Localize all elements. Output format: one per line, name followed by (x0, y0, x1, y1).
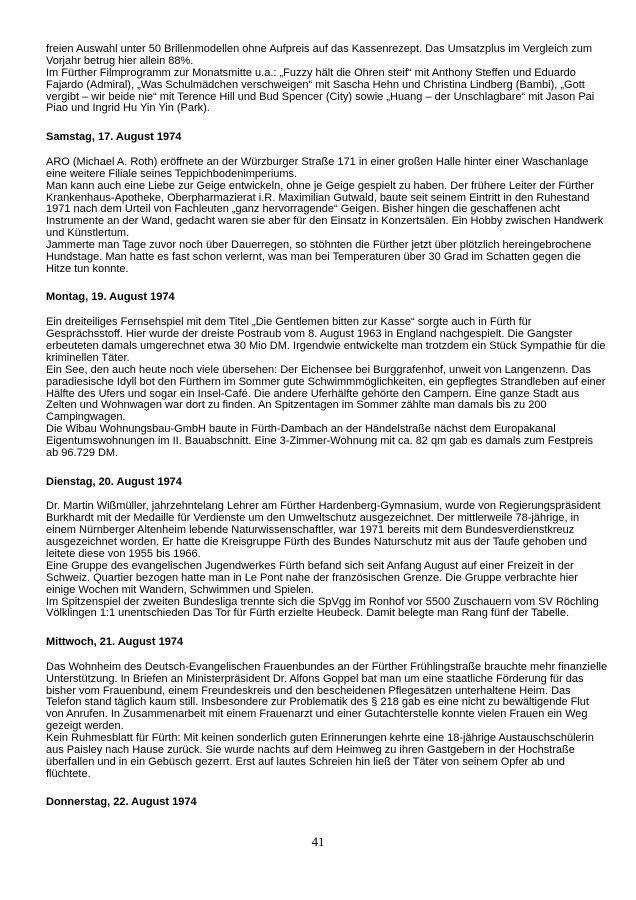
text-line: und Künstlertum. (46, 227, 130, 240)
text-line: Vorjahr betrug hier allein 88%. (46, 54, 194, 67)
date-heading: Samstag, 17. August 1974 (46, 130, 182, 143)
text-line: einige Wochen mit Wandern, Schwimmen und Spielen. (46, 583, 314, 596)
text-line: Kein Ruhmesblatt für Fürth: Mit keinen sonderlich guten Erinnerungen kehrte eine 18-jährige Austauschschülerin (46, 732, 594, 745)
date-heading: Montag, 19. August 1974 (46, 291, 175, 304)
date-heading: Dienstag, 20. August 1974 (46, 475, 182, 488)
text-line: Burkhardt mit der Medaille für Verdienste um den Umweltschutz ausgezeichnet. Der mittlerweile 78-jährige, in (46, 512, 580, 525)
text-line: Im Fürther Filmprogramm zur Monatsmitte u.a.: „Fuzzy hält die Ohren steif“ mit Anthony Steffen und Eduardo (46, 66, 576, 79)
date-heading: Mittwoch, 21. August 1974 (46, 635, 184, 648)
text-line: Das Wohnheim des Deutsch-Evangelischen Frauenbundes an der Fürther Frühlingstraße brauchte mehr finanzielle (46, 660, 608, 673)
text-line: einem Nürnberger Altenheim lebende Naturwissenschaftler, war 1971 bereits mit dem Bundesverdienstkreuz (46, 524, 575, 537)
text-line: Dr. Martin Wißmüller, jahrzehntelang Lehrer am Fürther Hardenberg-Gymnasium, wurde von Regierungspräsident (46, 500, 601, 513)
section (46, 132, 606, 276)
text-line: ausgezeichnet worden. Er hatte die Kreisgruppe Fürth des Bundes Naturschutz mit aus der Taufe gehoben und (46, 536, 587, 549)
text-line: Völklingen 1:1 unentschieden Das Tor für Fürth erzielte Heubeck. Damit belegte man Rang fünf der Tabelle. (46, 607, 570, 620)
text-line: Jammerte man Tage zuvor noch über Dauerregen, so stöhnten die Fürther jetzt über plötzlich hereingebrochene (46, 239, 592, 252)
text-line: Campingwagen. (46, 411, 126, 424)
text-line: vergibt – wir beide nie“ mit Terence Hill und Bud Spencer (City) sowie „Huang – der Unschlagbare“ mit Jason Pai (46, 90, 595, 103)
text-line: erbeuteten damals umgerechnet etwa 30 Mio DM. Irgendwie entwickelte man trotzdem ein Stück Sympathie für die (46, 340, 606, 352)
text-line: Ein dreiteiliges Fernsehspiel mit dem Titel „Die Gentlemen bitten zur Kasse“ sorgte auch in Fürth für (46, 316, 532, 329)
text-line: Hälfte des Ufers und sogar ein Insel-Café. Die andere Uferhälfte gehörte den Campern. Eine ganze Stadt aus (46, 387, 580, 400)
text-line: Gesprächsstoff. Hier wurde der dreiste Postraub vom 8. August 1963 in England nachgespielt. Die Gangster (46, 328, 573, 341)
text-line: gezeigt werden. (46, 720, 124, 733)
document-body (46, 44, 606, 822)
text-line: leitete diese von 1955 bis 1966. (46, 547, 201, 560)
section (46, 637, 606, 781)
text-line: aus Paisley nach Hause zurück. Sie wurde nachts auf dem Heimweg zu ihren Gastgebern in der Hochstraße (46, 744, 575, 757)
text-line: Piao und Ingrid Hu Yin Yin (Park). (46, 102, 210, 115)
text-line: Man kann auch eine Liebe zur Geige entwickeln, ohne je Geige gespielt zu haben. Der frühere Leiter der Fürther (46, 179, 594, 192)
text-line: ab 96.729 DM. (46, 447, 119, 460)
text-line: Instrumente an der Wand, gedacht waren sie aber für den Einsatz in Konzertsälen. Ein Hobby zwischen Handwerk (46, 215, 604, 228)
section (46, 292, 606, 460)
text-line: Ein See, den auch heute noch viele übersehen: Der Eichensee bei Burggrafenhof, unweit von Langenzenn. Das (46, 363, 591, 376)
text-line: eine weitere Filiale seines Teppichbodenimperiums. (46, 167, 298, 180)
text-line: Eine Gruppe des evangelischen Jugendwerkes Fürth befand sich seit Anfang August auf einer Freizeit in der (46, 559, 574, 572)
text-line: Fajardo (Admiral), „Was Schulmädchen verschweigen“ mit Sascha Hehn und Christina Lindberg (Bambi), „Gott (46, 78, 585, 91)
text-line: Hundstage. Man hatte es fast schon verlernt, was man bei Temperaturen über 30 Grad im Schatten gegen die (46, 250, 581, 263)
page-number: 41 (311, 834, 325, 849)
date-heading: Donnerstag, 22. August 1974 (46, 796, 197, 809)
section (46, 44, 606, 115)
text-line: Hitze tun konnte. (46, 262, 129, 275)
section (46, 797, 606, 809)
text-line: 1971 nach dem Urteil von Fachleuten „ganz hervorragende“ Geigen. Bisher hingen die geschaffenen acht (46, 203, 561, 216)
text-line: Telefon stand täglich kaum still. Insbesondere zur Problematik des § 218 gab es eine nicht zu bewältigende Flut (46, 696, 589, 709)
text-line: ARO (Michael A. Roth) eröffnete an der Würzburger Straße 171 in einer großen Halle hinter einer Waschanlage (46, 155, 589, 168)
text-line: paradiesische Idyll bot den Fürthern im Sommer gute Schwimmmöglichkeiten, ein gepflegtes Strandleben auf einer (46, 375, 606, 388)
text-line: überfallen und in ein Gebüsch gezerrt. Erst auf lautes Schreien hin ließ der Täter von seinem Opfer ab und (46, 755, 565, 768)
text-line: flüchtete. (46, 767, 91, 780)
text-line: Zelten und Wohnwagen war dort zu finden. An Spitzentagen im Sommer zählte man damals bis zu 200 (46, 399, 547, 412)
text-line: Unterstützung. In Briefen an Ministerpräsident Dr. Alfons Goppel bat man um eine staatliche Förderung für das (46, 672, 584, 685)
text-line: Schweiz. Quartier bezogen hatte man in Le Pont nahe der französischen Grenze. Die Gruppe verbrachte hier (46, 571, 578, 584)
text-line: freien Auswahl unter 50 Brillenmodellen ohne Aufpreis auf das Kassenrezept. Das Umsatzplus im Vergleich zum (46, 43, 593, 55)
section (46, 477, 606, 621)
text-line: Im Spitzenspiel der zweiten Bundesliga trennte sich die SpVgg im Ronhof vor 5500 Zuschauern vom SV Röchling (46, 595, 599, 608)
text-line: Krankenhaus-Apotheke, Oberpharmazierat i.R. Maximilian Gutwald, baute seit seinem Eintritt in den Ruhestand (46, 191, 590, 204)
text-line: von Anrufen. In Zusammenarbeit mit einem Frauenarzt und einer Gutachterstelle konnte vielen Frauen ein Weg (46, 708, 588, 721)
text-line: Eigentumswohnungen im II. Bauabschnitt. Eine 3-Zimmer-Wohnung mit ca. 82 qm gab es damals zum Festpreis (46, 435, 593, 448)
text-line: Die Wibau Wohnungsbau-GmbH baute in Fürth-Dambach an der Händelstraße nächst dem Europakanal (46, 423, 556, 436)
text-line: bisher vom Frauenbund, einem Freundeskreis und den bescheidenen Pflegesätzen unterhaltene Heim. Das (46, 684, 571, 697)
text-line: kriminellen Täter. (46, 351, 130, 364)
